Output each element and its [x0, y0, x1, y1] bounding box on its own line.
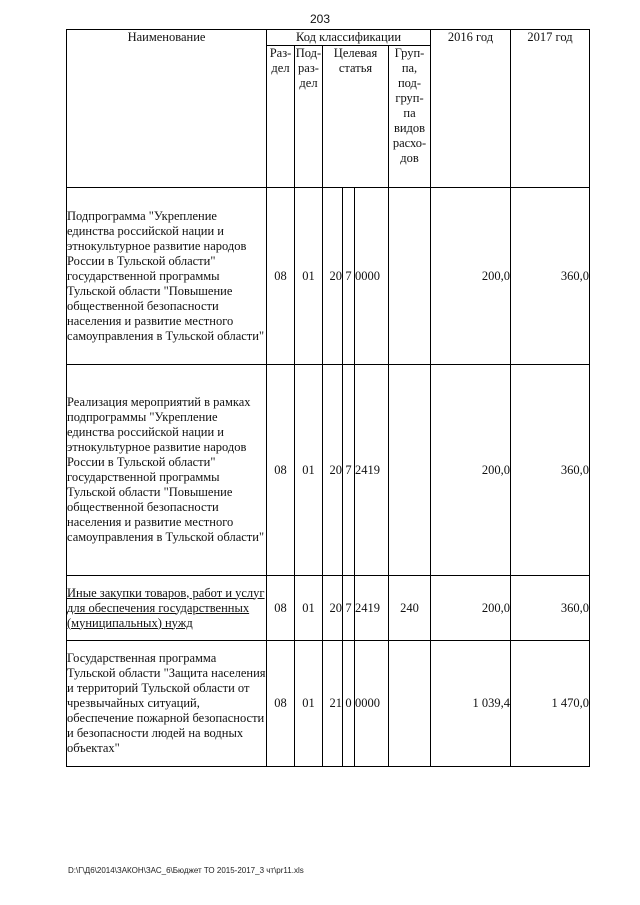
header-year-2017: 2017 год [511, 30, 590, 188]
row-amount-2017: 360,0 [511, 365, 590, 576]
row-name: Реализация мероприятий в рамках подпрограммы "Укрепление единства российской нации и этнокультурное развитие народов России в Тульской области" государственной программы Тульской области "Повышение общественной безопасности населения и развитие местного самоуправления в Тульской области" [67, 365, 267, 576]
row-subsection: 01 [295, 365, 323, 576]
row-article-program: 20 [323, 188, 343, 365]
row-article-subprogram: 7 [343, 188, 355, 365]
row-section: 08 [267, 188, 295, 365]
row-subsection: 01 [295, 641, 323, 767]
table-row [67, 641, 590, 767]
header-year-2016: 2016 год [431, 30, 511, 188]
row-section: 08 [267, 576, 295, 641]
header-expense-group: Груп- па, под- груп- па видов расхо- дов [389, 46, 431, 188]
row-article-subprogram: 7 [343, 365, 355, 576]
row-article-program: 20 [323, 365, 343, 576]
page-number: 203 [309, 12, 331, 26]
header-name: Наименование [67, 30, 267, 188]
row-amount-2016: 1 039,4 [431, 641, 511, 767]
row-amount-2016: 200,0 [431, 188, 511, 365]
table-row [67, 576, 590, 641]
table-row [67, 188, 590, 365]
row-expense-group [389, 641, 431, 767]
row-article-direction: 0000 [355, 188, 389, 365]
row-section: 08 [267, 365, 295, 576]
row-amount-2017: 360,0 [511, 188, 590, 365]
row-article-direction: 2419 [355, 576, 389, 641]
row-section: 08 [267, 641, 295, 767]
row-amount-2017: 360,0 [511, 576, 590, 641]
row-article-subprogram: 0 [343, 641, 355, 767]
row-article-direction: 2419 [355, 365, 389, 576]
budget-table [66, 29, 590, 767]
table-row [67, 365, 590, 576]
header-subsection: Под- раз- дел [295, 46, 323, 188]
row-expense-group [389, 188, 431, 365]
row-article-subprogram: 7 [343, 576, 355, 641]
row-amount-2016: 200,0 [431, 576, 511, 641]
row-article-program: 20 [323, 576, 343, 641]
row-expense-group: 240 [389, 576, 431, 641]
row-article-direction: 0000 [355, 641, 389, 767]
footer-file-path: D:\Г\Д6\2014\ЗАКОН\ЗАС_6\Бюджет ТО 2015-2017_3 чт\pr11.xls [68, 866, 304, 875]
row-subsection: 01 [295, 576, 323, 641]
header-target-article: Целевая статья [323, 46, 389, 188]
row-expense-group [389, 365, 431, 576]
row-amount-2016: 200,0 [431, 365, 511, 576]
row-name: Подпрограмма "Укрепление единства российской нации и этнокультурное развитие народов России в Тульской области" государственной программы Тульской области "Повышение общественной безопасности населения и развитие местного самоуправления в Тульской области" [67, 188, 267, 365]
row-amount-2017: 1 470,0 [511, 641, 590, 767]
header-section: Раз- дел [267, 46, 295, 188]
row-name: Иные закупки товаров, работ и услуг для обеспечения государственных (муниципальных) нужд [67, 576, 267, 641]
row-article-program: 21 [323, 641, 343, 767]
header-classification: Код классификации [267, 30, 431, 46]
row-name: Государственная программа Тульской области "Защита населения и территорий Тульской области от чрезвычайных ситуаций, обеспечение пожарной безопасности и безопасности людей на водных объектах" [67, 641, 267, 767]
row-subsection: 01 [295, 188, 323, 365]
